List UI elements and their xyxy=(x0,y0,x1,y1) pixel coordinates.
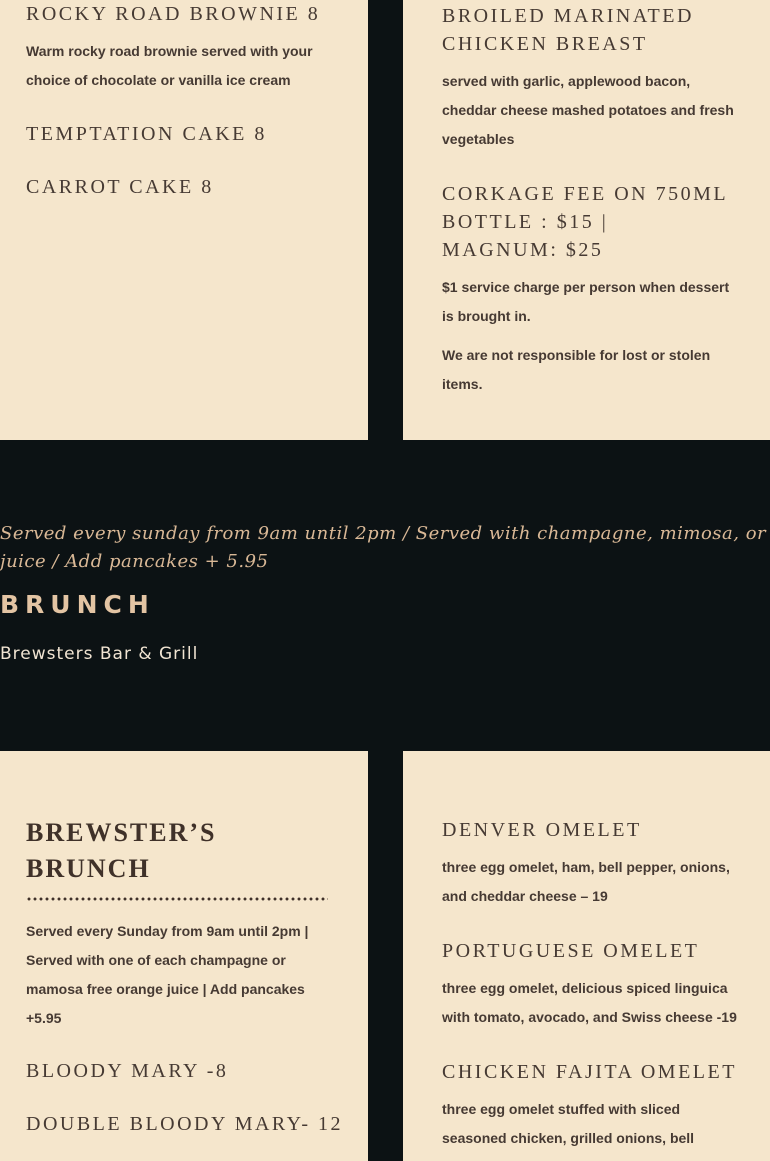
entree-card xyxy=(403,0,770,440)
menu-item-desc: served with garlic, applewood bacon, cheddar cheese mashed potatoes and fresh vegetables xyxy=(442,73,734,147)
banner-subheading: Brewsters Bar & Grill xyxy=(0,644,199,664)
brunch-drinks-card xyxy=(0,751,368,1161)
corkage-title: CORKAGE FEE ON 750ML BOTTLE : $15 | MAGNUM: $25 xyxy=(442,183,728,261)
corkage-desc: $1 service charge per person when dessert is brought in. xyxy=(442,279,730,324)
menu-item-title: CHICKEN FAJITA OMELET xyxy=(442,1061,737,1083)
menu-item-desc: three egg omelet, delicious spiced linguica with tomato, avocado, and Swiss cheese -19 xyxy=(442,980,737,1025)
menu-item-title: BROILED MARINATED CHICKEN BREAST xyxy=(442,5,694,55)
menu-item-title: ROCKY ROAD BROWNIE 8 xyxy=(26,3,321,25)
menu-item-title: BLOODY MARY -8 xyxy=(26,1060,229,1082)
menu-item-title: DENVER OMELET xyxy=(442,819,642,841)
liability-note: We are not responsible for lost or stolen items. xyxy=(442,347,711,392)
section-intro: Served every Sunday from 9am until 2pm | Served with one of each champagne or mamosa free orange juice | Add pancakes +5.95 xyxy=(26,923,309,1026)
omelet-card xyxy=(403,751,770,1161)
menu-item-desc: Warm rocky road brownie served with your choice of chocolate or vanilla ice cream xyxy=(26,43,313,88)
menu-item-desc: three egg omelet stuffed with sliced seasoned chicken, grilled onions, bell xyxy=(442,1101,695,1146)
dessert-card xyxy=(0,0,368,440)
menu-item-title: TEMPTATION CAKE 8 xyxy=(26,123,267,145)
menu-item-desc: three egg omelet, ham, bell pepper, onions, and cheddar cheese – 19 xyxy=(442,859,730,904)
dotted-divider xyxy=(26,897,328,901)
menu-item-title: DOUBLE BLOODY MARY- 12 xyxy=(26,1113,344,1135)
menu-item-title: CARROT CAKE 8 xyxy=(26,176,214,198)
section-title: BREWSTER’S BRUNCH xyxy=(26,818,217,883)
banner-script-text: Served every sunday from 9am until 2pm / Served with champagne, mimosa, or juice / Add pancakes + 5.95 xyxy=(0,523,767,572)
banner-heading: BRUNCH xyxy=(0,590,155,619)
menu-item-title: PORTUGUESE OMELET xyxy=(442,940,700,962)
